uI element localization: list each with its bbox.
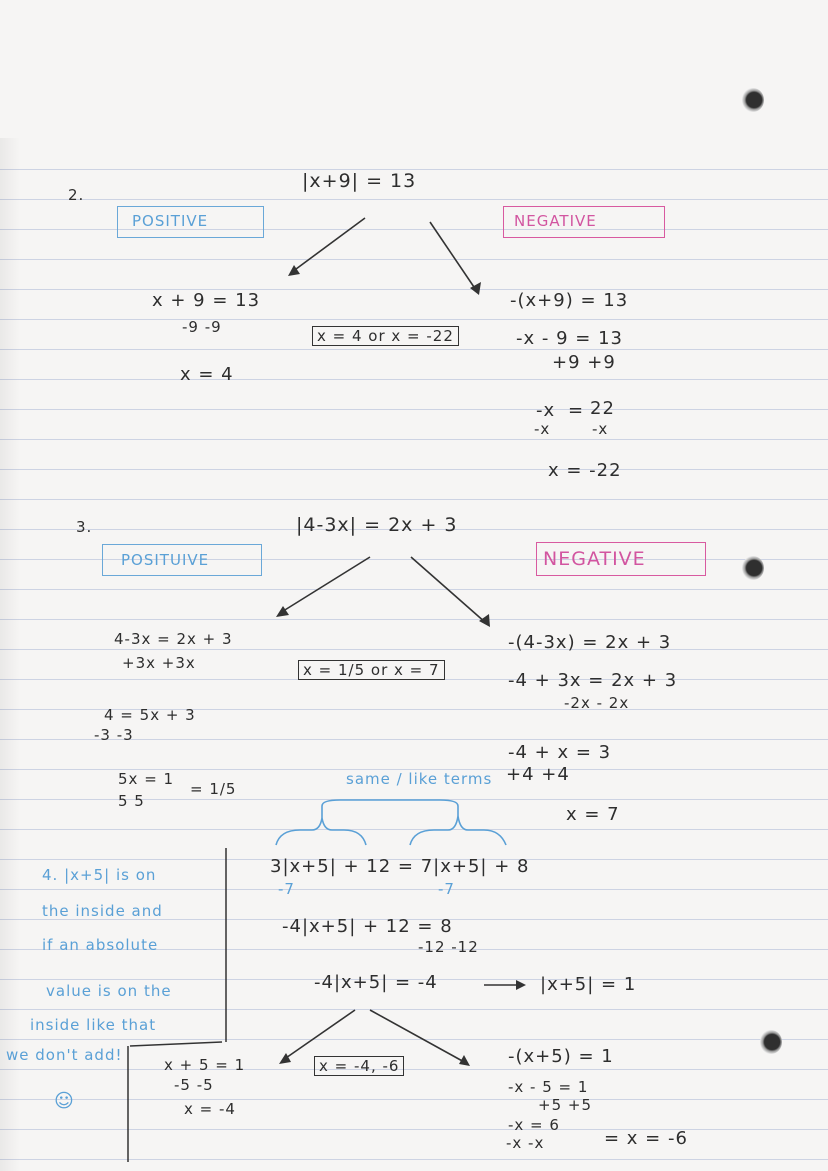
step: -4|x+5| + 12 = 8 bbox=[282, 916, 453, 937]
neg-step: = bbox=[568, 400, 585, 421]
pos-step: 4 = 5x + 3 bbox=[104, 706, 196, 724]
arrow-head bbox=[276, 606, 289, 617]
arrow-head bbox=[479, 614, 490, 627]
neg-step: +5 +5 bbox=[538, 1096, 592, 1114]
note-line: we don't add! bbox=[6, 1046, 123, 1064]
neg-step: -x - 9 = 13 bbox=[516, 328, 623, 349]
pos-result: x = -4 bbox=[184, 1100, 236, 1118]
pos-step: -9 -9 bbox=[182, 318, 222, 336]
problem-equation: |4-3x| = 2x + 3 bbox=[296, 514, 458, 536]
problem-number: 3. bbox=[76, 518, 93, 536]
negative-box bbox=[536, 542, 706, 576]
step: -7 bbox=[278, 880, 295, 898]
problem-equation: |x+9| = 13 bbox=[302, 170, 417, 192]
problem-number: 2. bbox=[68, 186, 85, 204]
note-line: if an absolute bbox=[42, 936, 159, 954]
negative-label: NEGATIVE bbox=[543, 548, 646, 570]
neg-result: x = 7 bbox=[566, 804, 620, 825]
step: -7 bbox=[438, 880, 455, 898]
step: -4|x+5| = -4 bbox=[314, 972, 438, 993]
neg-step: -x bbox=[534, 420, 551, 438]
note-box-edge bbox=[130, 1042, 222, 1046]
like-terms-brace-right bbox=[410, 816, 506, 845]
note-line bbox=[42, 866, 156, 884]
answer-box: x = -4, -6 bbox=[314, 1056, 404, 1076]
arrow-left bbox=[283, 1010, 355, 1060]
arrow-left bbox=[280, 557, 370, 613]
like-terms-connector bbox=[322, 800, 458, 818]
pos-step: x + 9 = 13 bbox=[152, 290, 261, 311]
pos-result: = 1/5 bbox=[190, 780, 237, 798]
neg-step: +4 +4 bbox=[506, 764, 570, 785]
arrow-head bbox=[279, 1053, 291, 1064]
neg-step: -(x+5) = 1 bbox=[508, 1046, 614, 1067]
problem-number: 4. bbox=[42, 866, 59, 884]
neg-step: -2x - 2x bbox=[564, 694, 630, 712]
neg-step: -(x+9) = 13 bbox=[510, 290, 629, 311]
neg-step: +9 +9 bbox=[552, 352, 616, 373]
positive-label: POSITUIVE bbox=[121, 551, 210, 569]
positive-box bbox=[102, 544, 262, 576]
neg-step: -4 + x = 3 bbox=[508, 742, 612, 763]
pos-result: x = 4 bbox=[180, 364, 234, 385]
pos-step: 4-3x = 2x + 3 bbox=[114, 630, 233, 648]
answer-box: x = 4 or x = -22 bbox=[312, 326, 459, 346]
neg-step: -x bbox=[592, 420, 609, 438]
neg-step: -x - 5 = 1 bbox=[508, 1078, 589, 1096]
pos-step: +3x +3x bbox=[122, 654, 196, 672]
neg-step: -x -x bbox=[506, 1134, 545, 1152]
answer-box: x = 1/5 or x = 7 bbox=[298, 660, 445, 680]
note-text: |x+5| is on bbox=[64, 866, 157, 884]
neg-step: -(4-3x) = 2x + 3 bbox=[508, 632, 672, 653]
same-like-terms-note: same / like terms bbox=[346, 770, 493, 788]
note-line: the inside and bbox=[42, 902, 163, 920]
like-terms-brace-left bbox=[276, 818, 366, 845]
note-line: value is on the bbox=[46, 982, 172, 1000]
positive-box bbox=[117, 206, 264, 238]
neg-step: -x = 6 bbox=[508, 1116, 560, 1134]
step-result: |x+5| = 1 bbox=[540, 974, 637, 995]
neg-step: 22 bbox=[590, 398, 615, 419]
pos-step: 5x = 1 bbox=[118, 770, 175, 788]
pos-step: x + 5 = 1 bbox=[164, 1056, 246, 1074]
arrow-left bbox=[292, 218, 365, 272]
negative-box bbox=[503, 206, 665, 238]
neg-step: -x bbox=[536, 400, 556, 421]
problem-equation: 3|x+5| + 12 = 7|x+5| + 8 bbox=[270, 856, 530, 877]
negative-label: NEGATIVE bbox=[514, 212, 597, 230]
arrow-right bbox=[411, 557, 486, 623]
pos-step: 5 5 bbox=[118, 792, 145, 810]
arrow-right bbox=[430, 222, 476, 290]
neg-step: -4 + 3x = 2x + 3 bbox=[508, 670, 678, 691]
pos-step: -5 -5 bbox=[174, 1076, 214, 1094]
positive-label: POSITIVE bbox=[132, 212, 209, 230]
note-line: inside like that bbox=[30, 1016, 157, 1034]
neg-result: = x = -6 bbox=[604, 1128, 688, 1149]
pos-step: -3 -3 bbox=[94, 726, 134, 744]
step: -12 -12 bbox=[418, 938, 479, 956]
neg-result: x = -22 bbox=[548, 460, 622, 481]
arrow-head bbox=[516, 980, 526, 990]
smiley-icon: ☺ bbox=[54, 1090, 75, 1112]
